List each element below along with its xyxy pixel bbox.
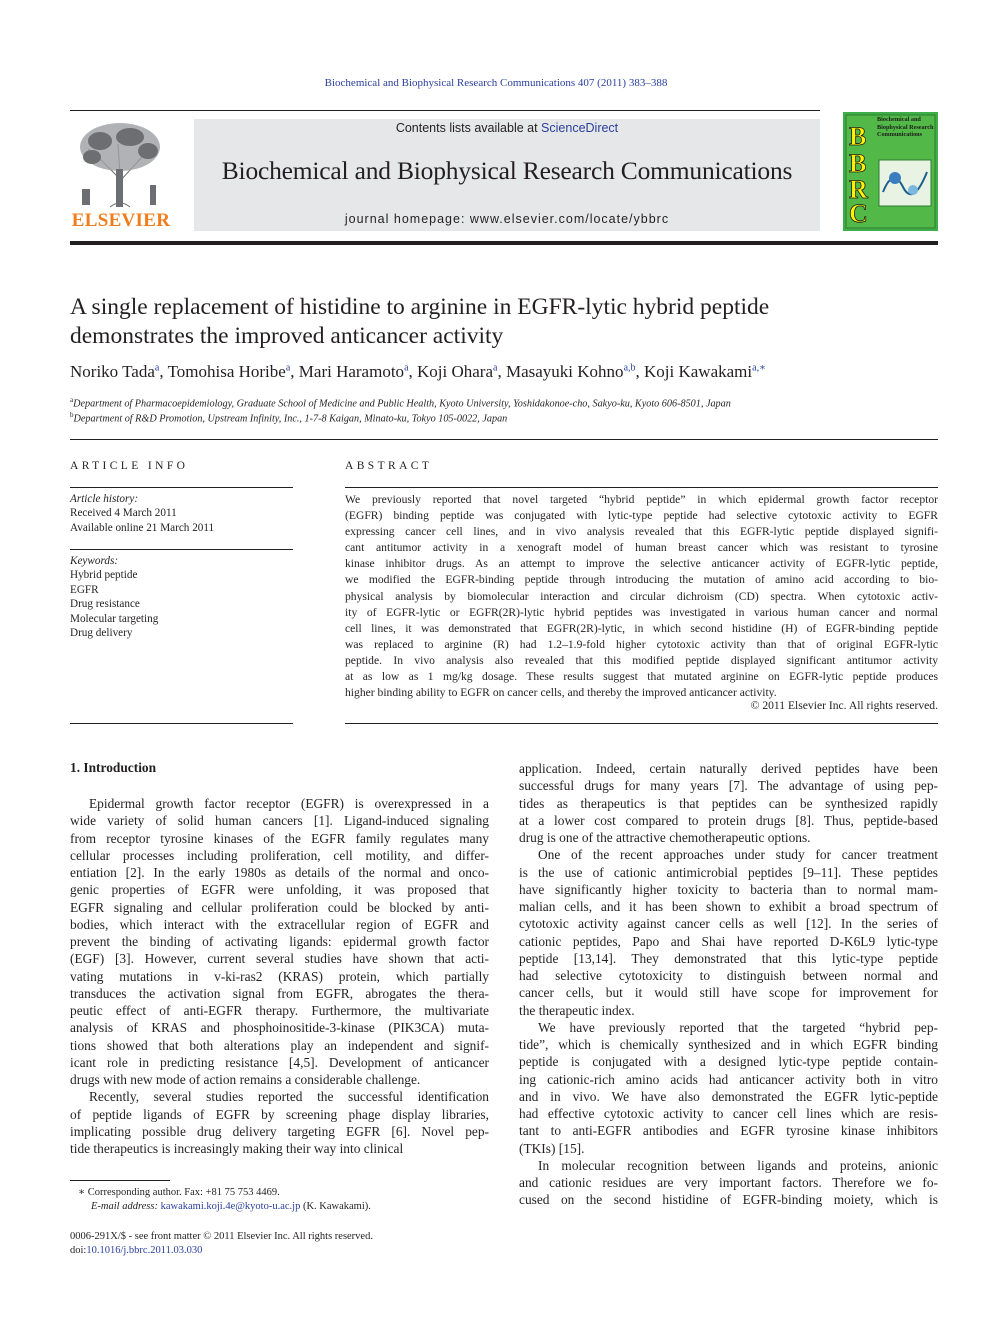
affil-marker: b bbox=[70, 411, 74, 419]
received-date: Received 4 March 2011 bbox=[70, 507, 177, 520]
svg-text:B: B bbox=[849, 149, 867, 178]
body-line: cused on the second histidine of EGFR-binding moiety, which is bbox=[519, 1192, 938, 1208]
body-line: cellular processes including proliferation, cell motility, and differ- bbox=[70, 847, 489, 863]
intro-left-column bbox=[70, 795, 489, 1157]
body-line: implicating possible drug delivery targeting EGFR [6]. Novel pep- bbox=[70, 1123, 489, 1139]
body-line: cationic peptides, Papo and Shai have reported D-K6L9 lytic-type bbox=[519, 933, 938, 949]
body-line: One of the recent approaches under study for cancer treatment bbox=[538, 847, 938, 863]
affiliation-a bbox=[70, 396, 938, 409]
abstract-line: kinase inhibitor drugs. As an attempt to improve the selective anticancer activity of EGFR-lytic peptide, bbox=[345, 557, 938, 571]
author-affil-link[interactable]: a bbox=[285, 362, 291, 374]
body-line: peptide [13,14]. They demonstrated that this lytic-type peptide bbox=[519, 950, 938, 966]
article-history bbox=[70, 492, 293, 535]
info-rule bbox=[70, 723, 293, 724]
body-line: transduces the activation signal from EGFR, abrogates the thera- bbox=[70, 985, 489, 1001]
author-name: Mari Haramoto bbox=[298, 362, 405, 381]
abstract-line: peptide. In vivo analysis also revealed that this modified peptide displayed significant antitumor activity bbox=[345, 653, 938, 667]
author-list: Noriko Tada$^a$, Tomohisa Horibe$^a$, Mari Haramoto$^a$, Koji Ohara$^a$, Masayuki Kohno$^{a,b}$, Koji Kawakami$^{a,∗}$ bbox=[70, 362, 766, 381]
corresponding-author: ∗ Corresponding author. Fax: +81 75 753 4469. bbox=[78, 1187, 280, 1198]
intro-heading: 1. Introduction bbox=[70, 760, 157, 775]
affiliation-b bbox=[70, 411, 938, 424]
affil-text: Department of R&D Promotion, Upstream Infinity, Inc., 1-7-8 Kaigan, Minato-ku, Tokyo 105-0022, Japan bbox=[73, 413, 508, 425]
affil-text: Department of Pharmacoepidemiology, Graduate School of Medicine and Public Health, Kyoto University, Yoshidakonoe-cho, Sakyo-ku, Kyoto 606-8501, Japan bbox=[73, 398, 731, 410]
author-affil-link[interactable]: a bbox=[404, 362, 409, 374]
email-link[interactable]: kawakami.koji.4e@kyoto-u.ac.jp bbox=[160, 1201, 301, 1212]
keywords-label: Keywords: bbox=[70, 555, 119, 567]
body-line: drugs with new mode of action remains a considerable challenge. bbox=[70, 1072, 421, 1087]
doi-link[interactable]: 10.1016/j.bbrc.2011.03.030 bbox=[86, 1245, 203, 1256]
doi-line bbox=[70, 1244, 490, 1259]
author-name: Koji Ohara bbox=[417, 362, 494, 381]
body-line: have significantly higher toxicity to bacteria than to normal mam- bbox=[519, 881, 938, 897]
doi-label: doi: bbox=[70, 1245, 87, 1256]
body-line: tide”, which is chemically synthesized and in which EGFR binding bbox=[519, 1037, 938, 1052]
body-line: tides as therapeutics is that peptides can be synthesized rapidly bbox=[519, 795, 938, 811]
article-title bbox=[70, 293, 938, 351]
email-line bbox=[91, 1200, 511, 1215]
abstract-line: expressing cancer cell lines, and in vivo analysis revealed that this EGFR-lytic peptide displayed signifi- bbox=[345, 525, 938, 539]
abstract-line: cell lines, it was demonstrated that EGFR(2R)-lytic, in which second histidine (H) of EGFR-binding peptide bbox=[345, 621, 938, 635]
abstract-line: We previously reported that novel targeted “hybrid peptide” in which epidermal growth factor receptor bbox=[345, 493, 938, 506]
body-line: ing cationic-rich amino acids had anticancer activity both in vitro bbox=[519, 1071, 938, 1087]
title-line-2: demonstrates the improved anticancer activity bbox=[70, 323, 504, 349]
issn-line: 0006-291X/$ - see front matter © 2011 Elsevier Inc. All rights reserved. bbox=[70, 1231, 373, 1242]
body-line: and in vivo. We have also demonstrated the EGFR lytic-peptide bbox=[519, 1088, 938, 1104]
body-line: entiation [2]. In the early 1980s as details of the normal and onco- bbox=[70, 865, 489, 880]
abstract-rule bbox=[345, 723, 938, 724]
available-date: Available online 21 March 2011 bbox=[70, 521, 215, 534]
author-affil-link[interactable]: a,∗ bbox=[752, 362, 766, 374]
body-line: tant to anti-EGFR antibodies and EGFR tyrosine kinase inhibitors bbox=[519, 1123, 938, 1139]
body-line: genic properties of EGFR were unfolding, it was proposed that bbox=[70, 882, 489, 898]
keyword: Drug resistance bbox=[70, 598, 140, 611]
abstract-line: physical analysis by biomolecular interaction and circular dichroism (CD) spectra. When cytotoxic activ- bbox=[345, 589, 938, 603]
article-info-heading: ARTICLE INFO bbox=[70, 460, 189, 472]
body-line: at a lower cost compared to protein drugs [8]. Thus, peptide-based bbox=[519, 812, 938, 828]
body-line: prevent the binding of activating ligands: epidermal growth factor bbox=[70, 934, 489, 949]
body-line: In molecular recognition between ligands and proteins, anionic bbox=[538, 1157, 938, 1173]
body-line: had selective cytotoxicity to distinguish between normal and bbox=[519, 968, 938, 983]
abstract-heading: ABSTRACT bbox=[345, 460, 433, 472]
svg-text:C: C bbox=[849, 199, 868, 228]
abstract-line: cant antitumor activity in a xenograft model of human breast cancer which was resistant to tyrosine bbox=[345, 541, 938, 555]
abstract-line: ity of EGFR-lytic or EGFR(2R)-lytic hybrid peptides was investigated in various human cancer and normal bbox=[345, 605, 938, 619]
body-line: the therapeutic index. bbox=[519, 1002, 635, 1018]
body-line: Epidermal growth factor receptor (EGFR) is overexpressed in a bbox=[89, 796, 489, 811]
body-line: peutic effect of anti-EGFR therapy. Furthermore, the multivariate bbox=[70, 1003, 489, 1018]
abstract-line: we modified the EGFR-binding peptide through introducing the mutation of amino acid according to bio- bbox=[345, 573, 938, 587]
body-line: (TKIs) [15]. bbox=[519, 1140, 585, 1156]
body-line: tide therapeutics is increasingly making their way into clinical bbox=[70, 1141, 404, 1156]
journal-homepage[interactable]: journal homepage: www.elsevier.com/locate/ybbrc bbox=[344, 212, 670, 226]
body-line: cancer cells, but it would still have scope for improvement for bbox=[519, 985, 938, 1001]
body-line: cytotoxic activity against cancer cells as well [12]. In the series of bbox=[519, 916, 938, 932]
body-line: analysis of KRAS and phosphoinositide-3-kinase (PIK3CA) muta- bbox=[70, 1020, 489, 1036]
body-line: Recently, several studies reported the successful identification bbox=[89, 1089, 489, 1105]
keywords bbox=[70, 554, 293, 640]
intro-right-column bbox=[519, 760, 938, 1209]
header-rule bbox=[70, 110, 820, 111]
abstract-line: was replaced to arginine (R) had 1.2–1.9-fold higher cytotoxic activity than that of original EGFR-lytic bbox=[345, 637, 938, 651]
email-suffix: (K. Kawakami). bbox=[300, 1201, 371, 1212]
body-line: successful drugs for many years [7]. The advantage of using pep- bbox=[519, 778, 938, 794]
body-line: and cationic residues are very important factors. Therefore we fo- bbox=[519, 1175, 938, 1190]
body-line: peptide is conjugated with a designed lytic-type peptide contain- bbox=[519, 1054, 938, 1070]
footnote-rule bbox=[70, 1180, 170, 1181]
author-affil-link[interactable]: a bbox=[493, 362, 498, 374]
journal-title: Biochemical and Biophysical Research Communications bbox=[221, 156, 793, 185]
author-affil-link[interactable]: a,b bbox=[623, 362, 636, 374]
abstract-copyright: © 2011 Elsevier Inc. All rights reserved. bbox=[750, 699, 938, 712]
contents-line bbox=[194, 121, 820, 135]
body-line: from receptor tyrosine kinases of the EGFR family regulates many bbox=[70, 830, 489, 846]
history-label: Article history: bbox=[70, 493, 139, 505]
svg-text:R: R bbox=[849, 175, 868, 204]
body-line: drug is one of the attractive chemotherapeutic options. bbox=[519, 830, 811, 845]
title-line-1: A single replacement of histidine to arginine in EGFR-lytic hybrid peptide bbox=[70, 294, 770, 320]
info-rule bbox=[70, 549, 293, 550]
abstract-rule bbox=[345, 487, 938, 488]
body-line: of peptide ligands of EGFR by screening phage display libraries, bbox=[70, 1106, 489, 1122]
abstract-line: at as low as 1 mg/kg dosage. These results suggest that mutated arginine on EGFR-lytic peptide produces bbox=[345, 670, 938, 684]
body-line: EGFR signaling and cellular proliferation could be blocked by anti- bbox=[70, 899, 489, 915]
sciencedirect-link[interactable]: ScienceDirect bbox=[541, 121, 619, 135]
abstract-line: higher binding ability to EGFR on cancer cells, and thereby the improved anticancer activity. bbox=[345, 686, 777, 700]
keyword: EGFR bbox=[70, 583, 99, 596]
body-line: is the use of cationic antimicrobial peptides [9–11]. These peptides bbox=[519, 864, 938, 880]
abstract-body bbox=[345, 492, 938, 701]
email-label: E-mail address: bbox=[91, 1201, 161, 1212]
affil-marker: a bbox=[70, 396, 74, 404]
body-line: tions showed that both alterations play an independent and signif- bbox=[70, 1037, 489, 1053]
body-line: bodies, which interact with the extracellular region of EGFR and bbox=[70, 916, 489, 932]
author-name: Masayuki Kohno bbox=[505, 362, 624, 381]
body-line: application. Indeed, certain naturally derived peptides have been bbox=[519, 761, 938, 776]
author-name: Tomohisa Horibe bbox=[167, 362, 286, 381]
elsevier-logo-text: ELSEVIER bbox=[71, 210, 171, 231]
body-line: malian cells, and it has been shown to exhibit a broad spectrum of bbox=[519, 899, 938, 914]
cover-title: Biochemical and Biophysical Research Communications bbox=[877, 116, 934, 138]
elsevier-tree-icon bbox=[70, 119, 172, 209]
info-rule bbox=[70, 487, 293, 488]
author-affil-link[interactable]: a bbox=[154, 362, 160, 374]
keyword: Drug delivery bbox=[70, 627, 133, 640]
body-line: had effective cytotoxic activity to cancer cell lines which are resis- bbox=[519, 1106, 938, 1121]
body-line: vating mutations in v-ki-ras2 (KRAS) protein, which partially bbox=[70, 968, 489, 984]
author-name: Koji Kawakami bbox=[644, 362, 753, 381]
contents-prefix: Contents lists available at bbox=[395, 121, 542, 135]
journal-citation[interactable]: Biochemical and Biophysical Research Communications 407 (2011) 383–388 bbox=[324, 77, 668, 89]
keyword: Hybrid peptide bbox=[70, 569, 138, 582]
body-line: (EGF) [3]. However, current several studies have shown that acti- bbox=[70, 951, 489, 967]
svg-text:B: B bbox=[849, 122, 867, 151]
keyword: Molecular targeting bbox=[70, 612, 159, 625]
body-line: wide variety of solid human cancers [1]. Ligand-induced signaling bbox=[70, 813, 489, 829]
body-line: We have previously reported that the targeted “hybrid pep- bbox=[538, 1019, 938, 1035]
header-thick-rule bbox=[70, 241, 938, 245]
abstract-line: (EGFR) binding peptide was conjugated with lytic-type peptide had selective cytotoxic activity to EGFR bbox=[345, 509, 938, 523]
affiliation-rule bbox=[70, 439, 938, 440]
author-name: Noriko Tada bbox=[70, 362, 155, 381]
body-line: icant role in predicting resistance [4,5]. Development of anticancer bbox=[70, 1054, 489, 1070]
